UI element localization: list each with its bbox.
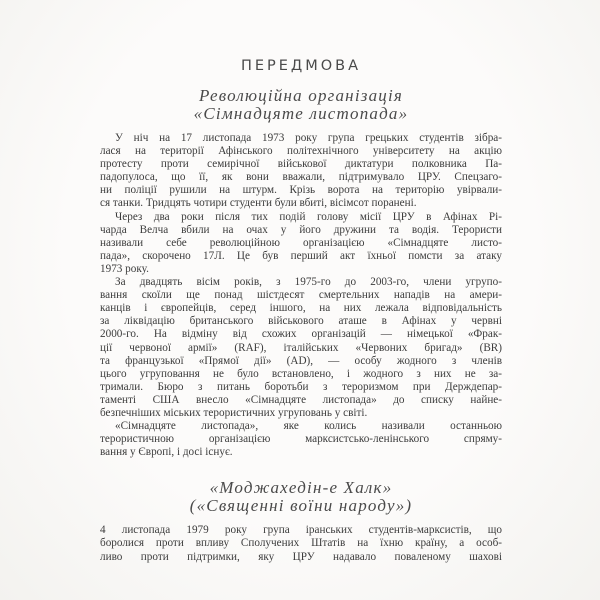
text-line: 2000-го. На відміну від схожих організацій — німецької «Фрак- <box>100 328 502 341</box>
text-line: ції червоної армії» (RAF), італійських «Червоних бригад» (BR) <box>100 341 502 354</box>
section-heading-line: Революційна організація <box>199 86 403 105</box>
paragraph <box>100 132 502 211</box>
text-line: протесту проти семирічної військової диктатури полковника Па- <box>100 158 502 171</box>
text-line: та французької «Прямої дії» (AD), — особу жодного з членів <box>100 354 502 367</box>
text-line: За двадцять вісім років, з 1975-го до 2003-го, члени угрупо- <box>115 276 502 289</box>
text-line: ся танки. Тридцять чотири студенти були вбиті, вісімсот поранені. <box>100 197 417 210</box>
text-line: вання у Європі, і досі існує. <box>100 446 233 459</box>
section-heading <box>100 479 502 514</box>
text-line: цього угруповання не було встановлено, і жодного з них не за- <box>100 367 502 380</box>
text-line: терористичною організацією марксистсько-ленінського спряму- <box>100 433 502 446</box>
section-heading-line: «Сімнадцяте листопада» <box>193 103 409 123</box>
page-content <box>100 58 502 564</box>
text-line: тримали. Бюро з питань боротьби з тероризмом при Держдепар- <box>100 380 502 393</box>
text-line: боролися проти впливу Сполучених Штатів на їхню країну, а особ- <box>100 537 502 550</box>
paragraph <box>100 276 502 420</box>
section-heading <box>100 87 502 122</box>
text-line: канців і європейців, серед іншого, на них лежала відповідальність <box>100 302 502 315</box>
text-line: чарда Велча вбили на очах у його дружини та водія. Терористи <box>100 223 502 236</box>
section-heading-line: «Моджахедін-е Халк» <box>209 478 393 498</box>
text-line: «Сімнадцяте листопада», яке колись називали останньою <box>115 420 502 433</box>
text-line: безпечніших міських терористичних угруповань у світі. <box>100 406 368 419</box>
text-line: ливо проти підтримки, яку ЦРУ надавало поваленому шахові <box>100 550 502 563</box>
text-line: таменті США внесло «Сімнадцяте листопада» до списку найне- <box>100 393 502 406</box>
section-heading-line: («Священні воїни народу») <box>189 495 413 515</box>
text-line: називали себе революційною організацією «Сімнадцяте листо- <box>100 236 502 249</box>
paragraph <box>100 420 502 459</box>
text-line: лася на території Афінського політехнічного університету на акцію <box>100 145 502 158</box>
paragraph <box>100 211 502 276</box>
text-line: ни поліції рушили на штурм. Крізь ворота на територію увірвали- <box>100 184 502 197</box>
text-line: вання скоїли ще понад шістдесят смертельних нападів на амери- <box>100 289 502 302</box>
text-line: Через два роки після тих подій голову місії ЦРУ в Афінах Рі- <box>115 210 502 223</box>
text-line: падопулоса, що її, як вони вважали, підтримувало ЦРУ. Спецзаго- <box>100 171 502 184</box>
text-line: 4 листопада 1979 року група іранських студентів-марксистів, що <box>100 524 502 537</box>
chapter-title: ПЕРЕДМОВА <box>240 58 362 74</box>
text-line: за ліквідацію британського військового аташе в Афінах у червні <box>100 315 502 328</box>
text-line: У ніч на 17 листопада 1973 року група грецьких студентів зібра- <box>115 132 502 144</box>
text-line: пада», скорочено 17Л. Це був перший акт їхньої помсти за атаку <box>100 249 502 262</box>
text-line: 1973 року. <box>100 262 149 275</box>
paragraph <box>100 524 502 563</box>
